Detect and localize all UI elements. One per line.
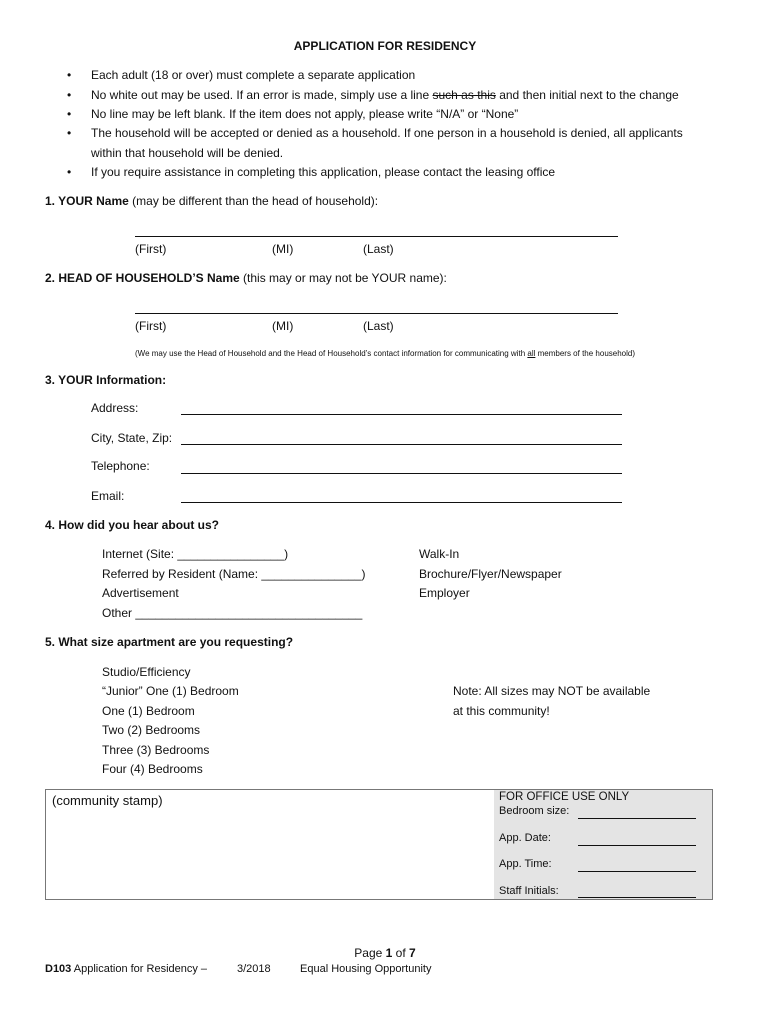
community-stamp-box (45, 789, 496, 900)
bullet-icon: • (67, 88, 72, 102)
office-header: FOR OFFICE USE ONLY (499, 791, 630, 803)
doc-date: 3/2018 (237, 963, 271, 975)
city-state-zip-label: City, State, Zip: (91, 431, 173, 445)
size-option[interactable]: Two (2) Bedrooms (102, 723, 201, 737)
q2-note: (We may use the Head of Household and the Head of Household’s contact information for communicating with all members of the household) (135, 349, 635, 358)
q2-label: 2. HEAD OF HOUSEHOLD’S Name (this may or may not be YOUR name): (45, 271, 447, 285)
address-input[interactable] (181, 414, 622, 415)
app-time-label: App. Time: (499, 858, 552, 870)
staff-initials-input[interactable] (578, 897, 696, 898)
q3-label: 3. YOUR Information: (45, 373, 167, 387)
stamp-label: (community stamp) (52, 793, 163, 808)
address-label: Address: (91, 401, 139, 415)
source-walkin[interactable]: Walk-In (419, 547, 460, 561)
bullet-text-1: Each adult (18 or over) must complete a separate application (91, 68, 416, 82)
size-option[interactable]: Studio/Efficiency (102, 665, 191, 679)
q1-mi-label: (MI) (272, 242, 294, 256)
q1-label: 1. YOUR Name (may be different than the head of household): (45, 194, 379, 208)
source-employer[interactable]: Employer (419, 586, 470, 600)
page-number: Page 1 of 7 (354, 946, 416, 960)
telephone-label: Telephone: (91, 459, 150, 473)
q1-name-input[interactable] (135, 236, 618, 237)
telephone-input[interactable] (181, 473, 622, 474)
size-option[interactable]: One (1) Bedroom (102, 704, 195, 718)
office-use-box (494, 789, 713, 900)
doc-id: D103 Application for Residency – (45, 963, 208, 975)
city-state-zip-input[interactable] (181, 444, 622, 445)
source-brochure[interactable]: Brochure/Flyer/Newspaper (419, 567, 562, 581)
bullet-text-2: No white out may be used. If an error is made, simply use a line such as this and then initial next to the change (91, 88, 679, 102)
app-date-label: App. Date: (499, 832, 551, 844)
bullet-icon: • (67, 126, 72, 140)
q2-last-label: (Last) (363, 319, 394, 333)
size-option[interactable]: Four (4) Bedrooms (102, 762, 203, 776)
size-option[interactable]: Three (3) Bedrooms (102, 743, 210, 757)
q1-first-label: (First) (135, 242, 167, 256)
bedroom-size-input[interactable] (578, 818, 696, 819)
page-title: APPLICATION FOR RESIDENCY (293, 39, 477, 53)
q4-label: 4. How did you hear about us? (45, 518, 220, 532)
size-option[interactable]: “Junior” One (1) Bedroom (102, 684, 239, 698)
source-other[interactable]: Other __________________________________ (102, 606, 363, 620)
q5-label: 5. What size apartment are you requesting? (45, 635, 294, 649)
app-time-input[interactable] (578, 871, 696, 872)
bullet-text-5: If you require assistance in completing this application, please contact the leasing office (91, 165, 556, 179)
source-referred[interactable]: Referred by Resident (Name: _______________) (102, 567, 366, 581)
source-advertisement[interactable]: Advertisement (102, 586, 179, 600)
q2-name-input[interactable] (135, 313, 618, 314)
bullet-icon: • (67, 68, 72, 82)
bullet-text-3: No line may be left blank. If the item does not apply, please write “N/A” or “None” (91, 107, 519, 121)
q2-mi-label: (MI) (272, 319, 294, 333)
equal-housing: Equal Housing Opportunity (300, 963, 432, 975)
email-input[interactable] (181, 502, 622, 503)
bedroom-size-label: Bedroom size: (499, 805, 570, 817)
source-internet[interactable]: Internet (Site: ________________) (102, 547, 289, 561)
email-label: Email: (91, 489, 125, 503)
app-date-input[interactable] (578, 845, 696, 846)
size-note-2: at this community! (453, 704, 550, 718)
size-note-1: Note: All sizes may NOT be available (453, 684, 651, 698)
bullet-icon: • (67, 165, 72, 179)
bullet-text-4a: The household will be accepted or denied as a household. If one person in a household is denied, all applicants (91, 126, 683, 140)
q1-last-label: (Last) (363, 242, 394, 256)
bullet-icon: • (67, 107, 72, 121)
q2-first-label: (First) (135, 319, 167, 333)
staff-initials-label: Staff Initials: (499, 885, 559, 897)
bullet-text-4b: within that household will be denied. (91, 146, 284, 160)
